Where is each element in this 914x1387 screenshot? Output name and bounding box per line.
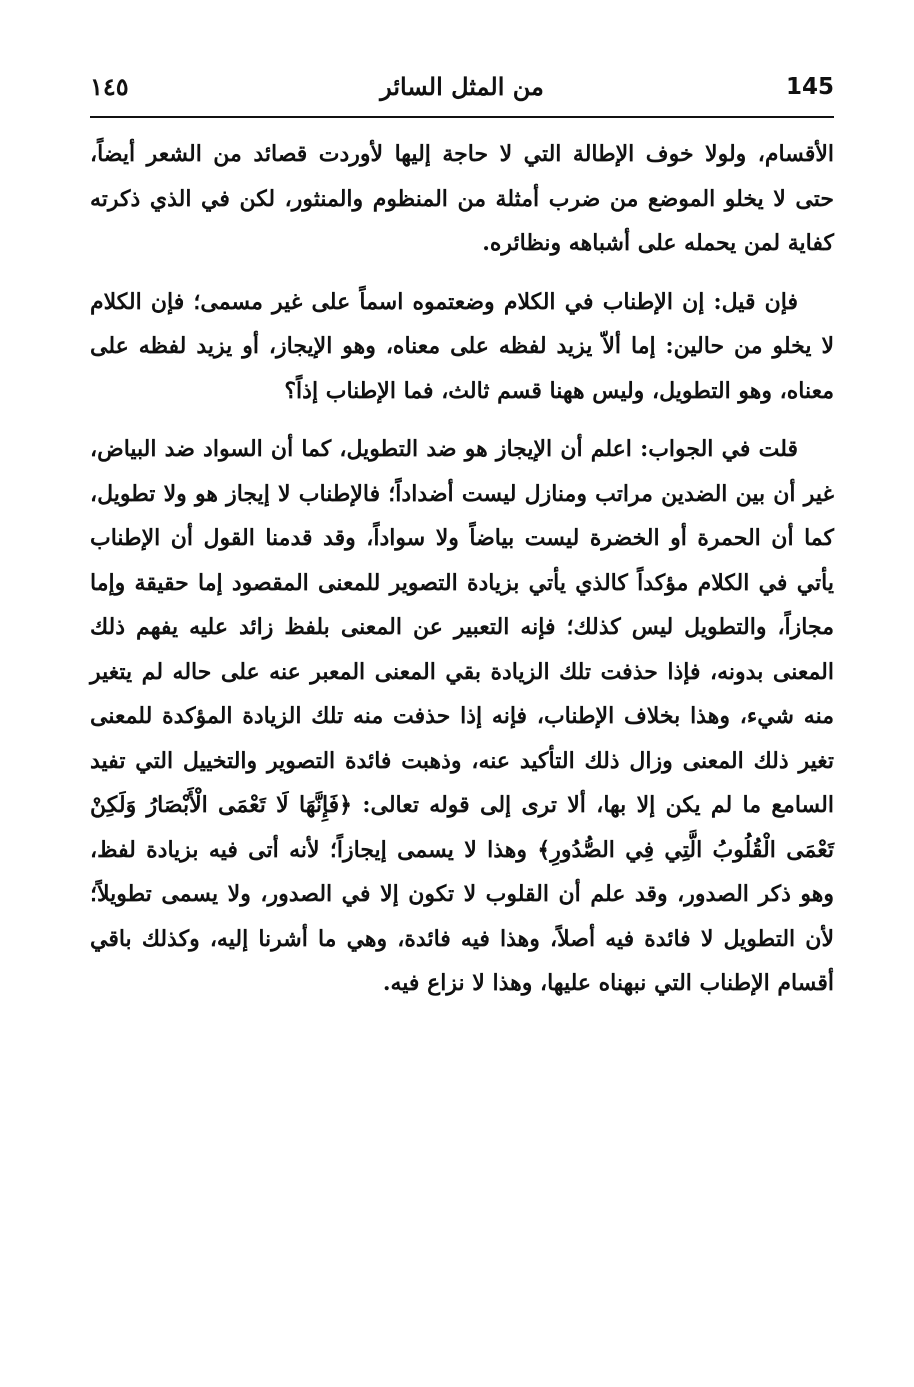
paragraph-3 [90, 427, 834, 1006]
page-header [90, 66, 834, 118]
quran-verse: ﴿فَإِنَّهَا لَا تَعْمَى الْأَبْصَارُ وَلَكِنْ تَعْمَى الْقُلُوبُ الَّتِي فِي الصُّدُورِ﴾ [90, 792, 834, 863]
page-body [90, 132, 834, 1020]
paragraph-3-text-after: وهذا لا يسمى إيجازاً؛ لأنه أتى فيه بزيادة لفظ، وهو ذكر الصدور، وقد علم أن القلوب لا تكون إلا في الصدور، ولا يسمى تطويلاً؛ لأن التطويل لا فائدة فيه أصلاً، وهذا فيه فائدة، وهي ما أشرنا إليه، وكذلك باقي أقسام الإطناب التي نبهناه عليها، وهذا لا نزاع فيه. [90, 836, 834, 996]
paragraph-2: فإن قيل: إن الإطناب في الكلام وضعتموه اسماً على غير مسمى؛ فإن الكلام لا يخلو من حالين: إما ألاّ يزيد لفظه على معناه، وهو الإيجاز، أو يزيد لفظه على معناه، وهو التطويل، وليس ههنا قسم ثالث، فما الإطناب إذاً؟ [90, 288, 834, 404]
page-number-arabic: ١٤٥ [90, 72, 129, 101]
paragraph-1: الأقسام، ولولا خوف الإطالة التي لا حاجة إليها لأوردت قصائد من الشعر أيضاً، حتى لا يخلو الموضع من ضرب أمثلة من المنظوم والمنثور، لكن في الذي ذكرته كفاية لمن يحمله على أشباهه ونظائره. [90, 141, 834, 256]
page-number-latin: 145 [785, 74, 834, 100]
paragraph-3-text-before: قلت في الجواب: اعلم أن الإيجاز هو ضد التطويل، كما أن السواد ضد البياض، غير أن بين الضدين مراتب ومنازل ليست أضداداً؛ فالإطناب لا إيجاز هو ولا تطويل، كما أن الحمرة أو الخضرة ليست بياضاً ولا سواداً، وقد قدمنا القول أن الإطناب يأتي في الكلام مؤكداً كالذي يأتي بزيادة التصوير للمعنى المقصود إما حقيقة وإما مجازاً، والتطويل ليس كذلك؛ فإنه التعبير عن المعنى بلفظ زائد عليه يفهم ذلك المعنى بدونه، فإذا حذفت تلك الزيادة بقي المعنى المعبر عنه على حاله لم يتغير منه شيء، وهذا بخلاف الإطناب، فإنه إذا حذفت منه تلك الزيادة المؤكدة للمعنى تغير ذلك المعنى وزال ذلك التأكيد عنه، وذهبت فائدة التصوير والتخييل التي تفيد السامع ما لم يكن إلا بها، ألا ترى إلى قوله تعالى: [90, 436, 834, 818]
running-title: من المثل السائر [380, 72, 544, 101]
